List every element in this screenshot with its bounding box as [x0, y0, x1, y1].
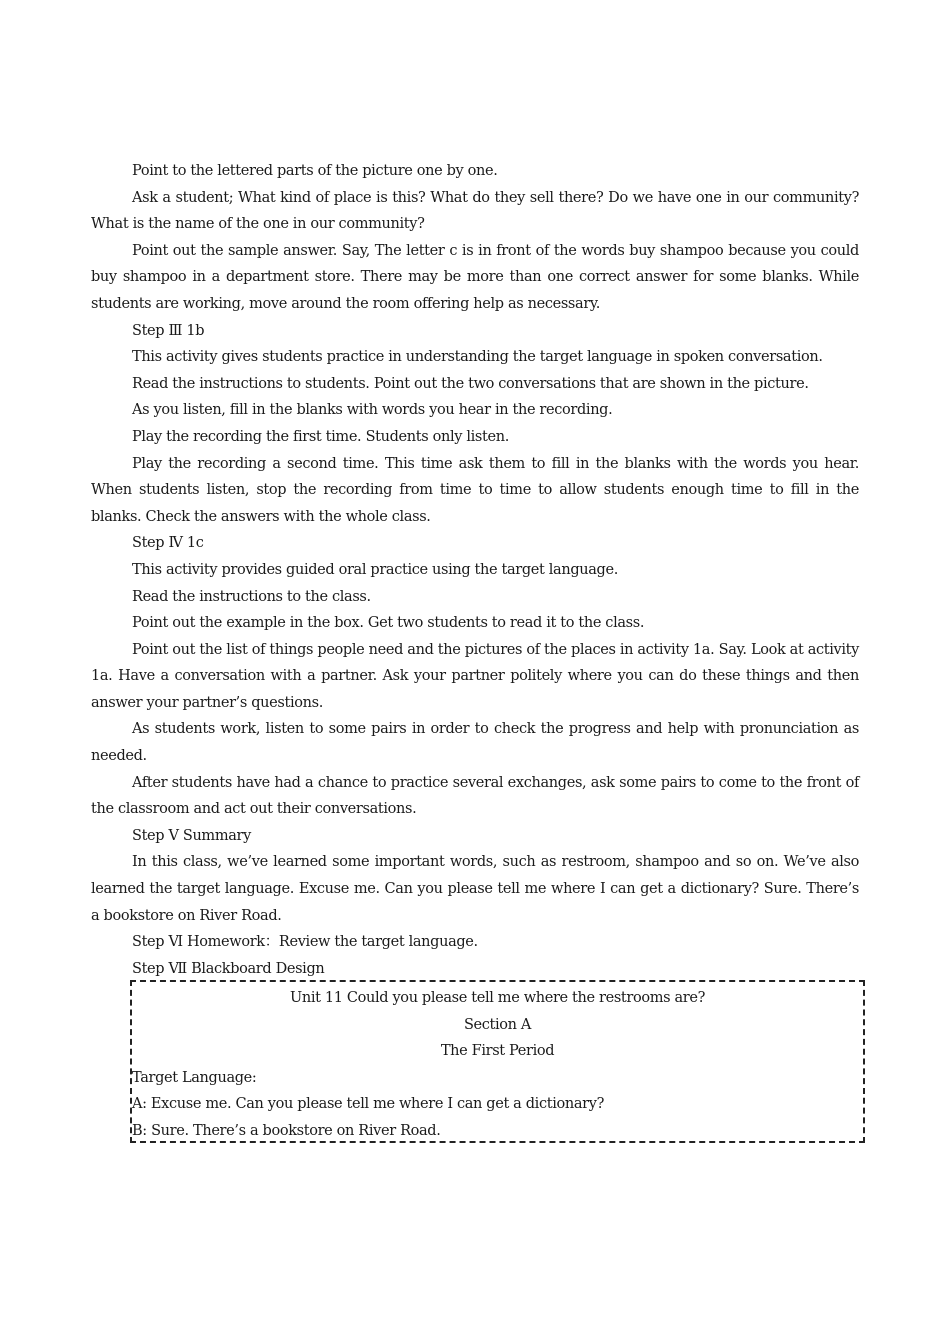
- blackboard-section: Section A: [463, 1016, 532, 1033]
- step-heading: Step Ⅲ 1b: [132, 322, 205, 339]
- step-heading: Step Ⅶ Blackboard Design: [132, 960, 325, 977]
- paragraph: Point out the example in the box. Get two students to read it to the class.: [132, 615, 645, 632]
- paragraph: In this class, we’ve learned some important words, such as restroom, shampoo and so on. We’ve also learned the target language. Excuse me. Can you please tell me where I can get a dictionary? Sure. There’s a bookstore on River Road.: [91, 854, 859, 924]
- blackboard-line-a: A: Excuse me. Can you please tell me where I can get a dictionary?: [132, 1096, 605, 1113]
- paragraph: Read the instructions to students. Point out the two conversations that are shown in the picture.: [132, 375, 809, 392]
- step-heading: Step Ⅴ Summary: [132, 827, 251, 844]
- paragraph: Read the instructions to the class.: [132, 588, 371, 605]
- paragraph: Point to the lettered parts of the picture one by one.: [132, 163, 498, 179]
- paragraph: Play the recording the first time. Students only listen.: [132, 428, 509, 445]
- blackboard-design-box: [130, 980, 865, 1143]
- paragraph: This activity provides guided oral practice using the target language.: [132, 561, 618, 578]
- paragraph: As students work, listen to some pairs in order to check the progress and help with pronunciation as needed.: [91, 721, 859, 765]
- paragraph: This activity gives students practice in understanding the target language in spoken conversation.: [132, 349, 823, 366]
- paragraph: Point out the list of things people need and the pictures of the places in activity 1a. Say. Look at activity 1a. Have a conversation with a partner. Ask your partner politely where you can do these things and then answer your partner’s questions.: [91, 641, 859, 711]
- paragraph: Point out the sample answer. Say, The letter c is in front of the words buy shampoo because you could buy shampoo in a department store. There may be more than one correct answer for some blanks. While students are working, move around the room offering help as necessary.: [91, 242, 859, 312]
- blackboard-target-label: Target Language:: [132, 1069, 257, 1086]
- blackboard-line-b: B: Sure. There’s a bookstore on River Road.: [132, 1122, 441, 1139]
- step-heading: Step Ⅵ Homework：Review the target language.: [132, 934, 478, 951]
- step-heading: Step Ⅳ 1c: [132, 535, 204, 552]
- paragraph: After students have had a chance to practice several exchanges, ask some pairs to come to the front of the classroom and act out their conversations.: [91, 774, 859, 818]
- blackboard-period: The First Period: [440, 1043, 555, 1060]
- blackboard-title: Unit 11 Could you please tell me where the restrooms are?: [289, 990, 706, 1006]
- lesson-plan-body: [91, 158, 859, 982]
- paragraph: As you listen, fill in the blanks with words you hear in the recording.: [132, 402, 613, 419]
- paragraph: Play the recording a second time. This time ask them to fill in the blanks with the words you hear. When students listen, stop the recording from time to time to allow students enough time to fill in the blanks. Check the answers with the whole class.: [91, 455, 859, 525]
- paragraph: Ask a student; What kind of place is this? What do they sell there? Do we have one in our community? What is the name of the one in our community?: [91, 189, 859, 233]
